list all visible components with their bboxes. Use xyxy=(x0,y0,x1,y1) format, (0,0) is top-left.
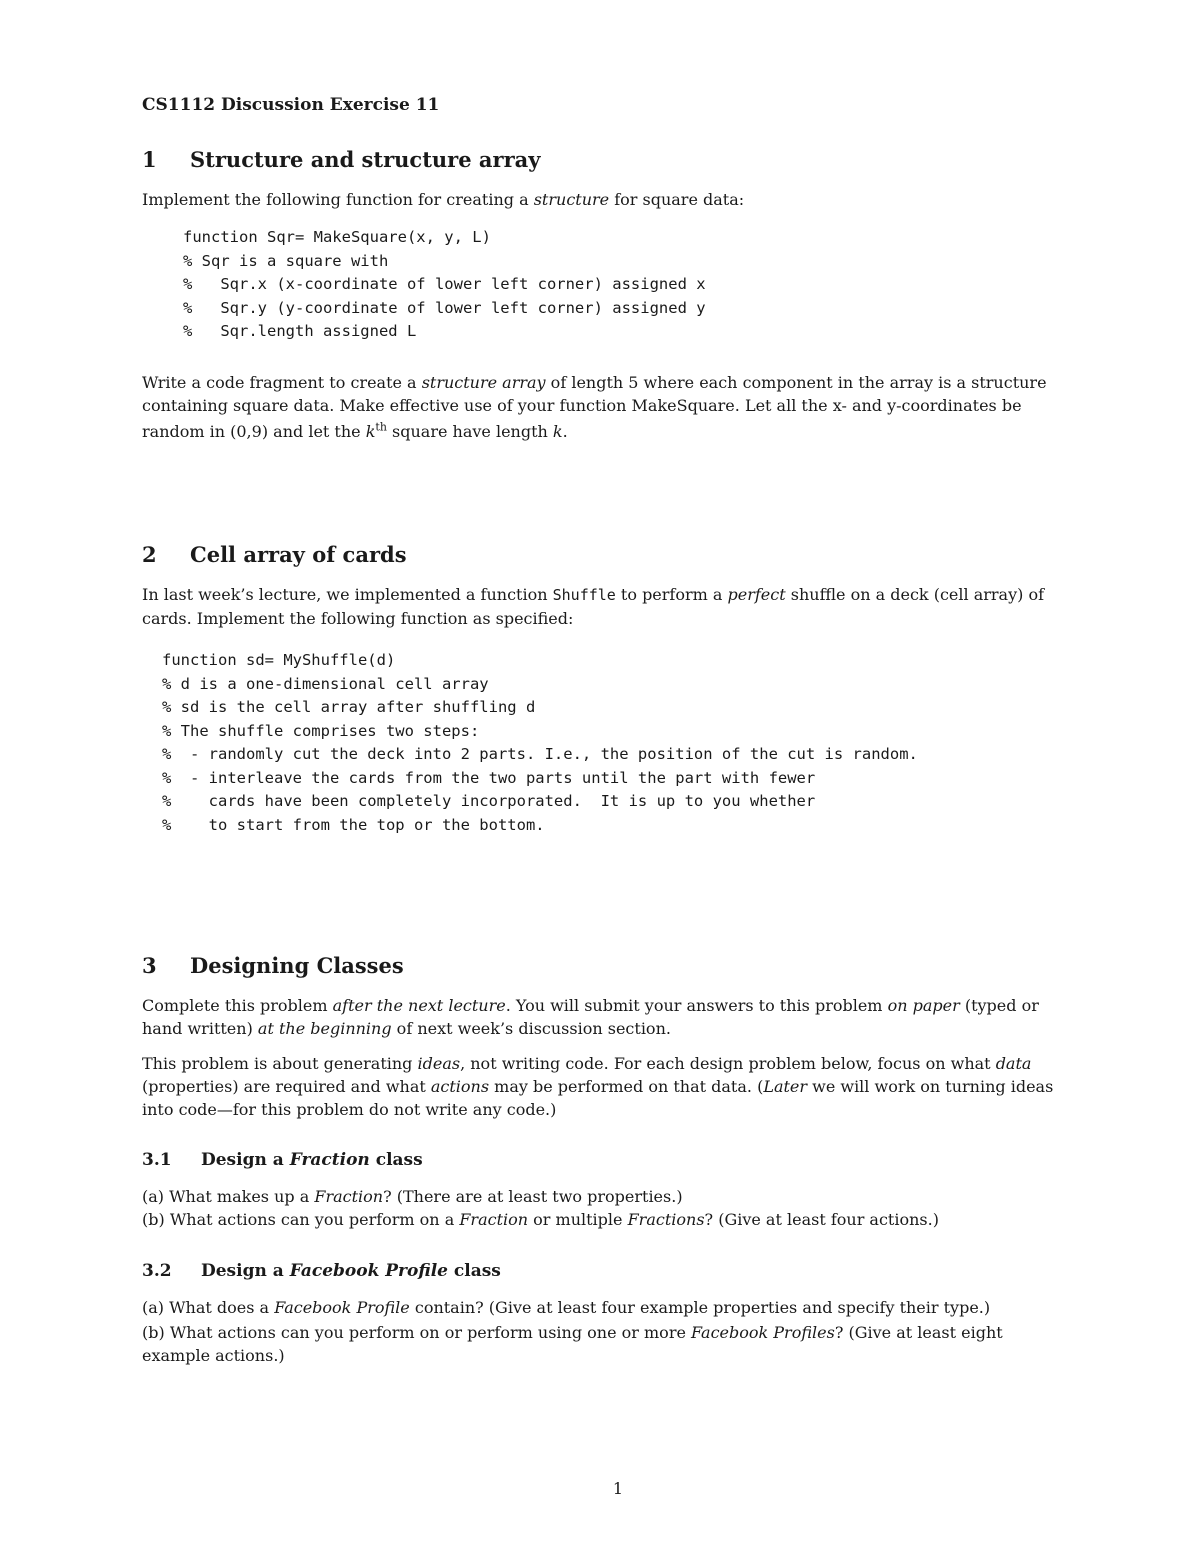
question-a: (a) What makes up a Fraction? (There are at least two properties.) xyxy=(142,1187,683,1206)
code-line: function sd= MyShuffle(d) xyxy=(162,651,396,669)
paragraph-line: This problem is about generating ideas, not writing code. For each design problem below, focus on what data xyxy=(142,1054,1032,1073)
section-1-task xyxy=(142,371,1096,443)
makesquare-code-block xyxy=(183,226,706,344)
paragraph-line: Complete this problem after the next lecture. You will submit your answers to this problem on paper (typed or xyxy=(142,996,1039,1015)
code-line: % - randomly cut the deck into 2 parts. I.e., the position of the cut is random. xyxy=(162,745,918,763)
document-title: CS1112 Discussion Exercise 11 xyxy=(142,95,440,115)
section-title: Cell array of cards xyxy=(190,542,407,567)
section-1-intro: Implement the following function for creating a structure for square data: xyxy=(142,190,745,209)
code-line: % d is a one-dimensional cell array xyxy=(162,674,489,693)
task-line: Write a code fragment to create a structure array of length 5 where each component in the array is a structure xyxy=(142,373,1047,392)
question-a: (a) What does a Facebook Profile contain? (Give at least four example properties and specify their type.) xyxy=(142,1298,991,1317)
question-b: (b) What actions can you perform on or perform using one or more Facebook Profiles? (Give at least eight xyxy=(142,1323,1003,1342)
paragraph-line: hand written) at the beginning of next week’s discussion section. xyxy=(142,1019,671,1038)
subsection-number: 3.2 xyxy=(142,1261,172,1281)
code-line: % Sqr.x (x-coordinate of lower left corner) assigned x xyxy=(183,275,706,293)
subsection-title: Design a Facebook Profile class xyxy=(201,1261,501,1281)
code-line: % to start from the top or the bottom. xyxy=(162,815,545,834)
subsection-3-1-questions xyxy=(142,1185,1096,1231)
code-line: % - interleave the cards from the two parts until the part with fewer xyxy=(162,768,816,787)
section-3-paragraph-2 xyxy=(142,1052,1096,1121)
question-b-continued: example actions.) xyxy=(142,1346,285,1365)
subsection-title: Design a Fraction class xyxy=(201,1150,423,1170)
section-1-heading xyxy=(0,148,1200,174)
myshuffle-code-block xyxy=(162,649,918,837)
task-line: random in (0,9) and let the $k^{th}$ square have length k. xyxy=(142,420,568,441)
code-line: % The shuffle comprises two steps: xyxy=(162,721,480,740)
code-line: % Sqr.length assigned L xyxy=(183,322,417,340)
section-title: Designing Classes xyxy=(190,953,404,978)
section-number: 1 xyxy=(142,147,157,172)
section-3-heading xyxy=(0,954,1200,980)
task-line: containing square data. Make effective use of your function MakeSquare. Let all the x- and y-coordinates be xyxy=(142,396,1022,415)
code-line: % Sqr.y (y-coordinate of lower left corner) assigned y xyxy=(183,298,706,317)
section-2-intro xyxy=(142,583,1096,630)
intro-line: In last week’s lecture, we implemented a function Shuffle to perform a perfect shuffle on a deck (cell array) of xyxy=(142,585,1044,604)
subsection-3-2-questions xyxy=(142,1296,1096,1367)
section-title: Structure and structure array xyxy=(190,147,541,172)
section-number: 3 xyxy=(142,953,157,978)
intro-line: cards. Implement the following function as specified: xyxy=(142,609,574,628)
section-number: 2 xyxy=(142,542,157,567)
code-line: % sd is the cell array after shuffling d xyxy=(162,698,536,716)
subsection-number: 3.1 xyxy=(142,1150,172,1170)
page-number: 1 xyxy=(612,1479,624,1498)
section-2-heading xyxy=(0,543,1200,569)
code-line: % cards have been completely incorporated. It is up to you whether xyxy=(162,792,816,810)
code-line: % Sqr is a square with xyxy=(183,251,389,270)
code-line: function Sqr= MakeSquare(x, y, L) xyxy=(183,228,491,246)
section-3-paragraph-1 xyxy=(142,994,1096,1040)
paragraph-line: into code—for this problem do not write any code.) xyxy=(142,1100,557,1119)
paragraph-line: (properties) are required and what actions may be performed on that data. (Later we will work on turning ideas xyxy=(142,1077,1054,1096)
question-b: (b) What actions can you perform on a Fraction or multiple Fractions? (Give at least four actions.) xyxy=(142,1210,939,1229)
subsection-3-2-heading xyxy=(0,1260,1200,1284)
subsection-3-1-heading xyxy=(0,1149,1200,1173)
